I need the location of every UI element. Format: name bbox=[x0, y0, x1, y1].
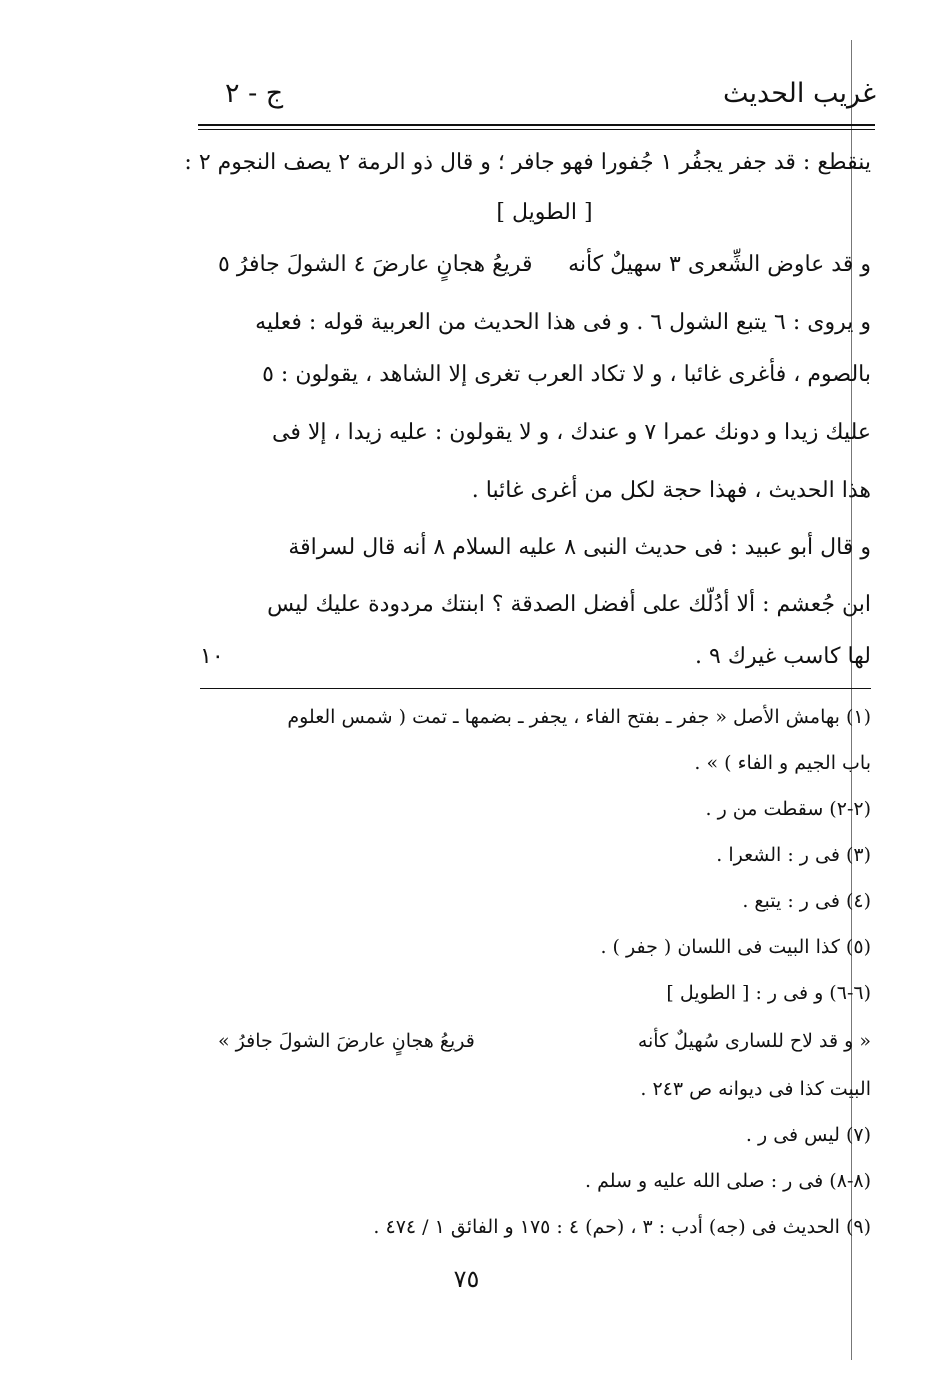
body-line-8: لها كاسب غيرك ٩ . bbox=[695, 644, 871, 669]
footnote-6-source: البيت كذا فى ديوانه ص ٢٤٣ . bbox=[640, 1078, 871, 1100]
footnote-5: (٥) كذا البيت فى اللسان ( جفر ) . bbox=[600, 936, 871, 958]
running-title: غريب الحديث bbox=[723, 78, 876, 109]
footnote-1: (١) بهامش الأصل « جفر ـ بفتح الفاء ، يجفر ـ بضمها ـ تمت ( شمس العلوم bbox=[287, 706, 871, 728]
body-line-7: ابن جُعشم : ألا أدُلّك على أفضل الصدقة ؟ ابنتك مردودة عليك ليس bbox=[267, 592, 871, 617]
body-line-1: ينقطع : قد جفر يجفُر ١ جُفورا فهو جافر ؛ و قال ذو الرمة ٢ يصف النجوم ٢ : bbox=[184, 150, 871, 175]
footnote-2: (٢-٢) سقطت من ر . bbox=[705, 798, 871, 820]
line-number-marker: ١٠ bbox=[200, 644, 224, 669]
footnote-6-verse-second: قريعُ هجانٍ عارضَ الشولَ جافرُ » bbox=[218, 1030, 475, 1052]
verse-first-hemistich: و قد عاوض الشِّعرى ٣ سهيلٌ كأنه bbox=[568, 252, 871, 277]
footnote-6: (٦-٦) و فى ر : [ الطويل ] bbox=[666, 982, 871, 1004]
footnote-7: (٧) ليس فى ر . bbox=[745, 1124, 871, 1146]
verse bbox=[218, 252, 871, 282]
header-rule bbox=[198, 124, 875, 130]
body-line-2: و يروى : ٦ يتبع الشول ٦ . و فى هذا الحديث من العربية قوله : فعليه bbox=[255, 310, 871, 335]
body-line-4: عليك زيدا و دونك عمرا ٧ و عندك ، و لا يقولون : عليه زيدا ، إلا فى bbox=[272, 420, 871, 445]
footnote-8: (٨-٨) فى ر : صلى الله عليه و سلم . bbox=[585, 1170, 871, 1192]
footnote-9: (٩) الحديث فى (جه) أدب : ٣ ، (حم) ٤ : ١٧٥ و الفائق ١ / ٤٧٤ . bbox=[373, 1216, 871, 1238]
footnote-separator bbox=[200, 688, 871, 689]
page-number: ٧٥ bbox=[453, 1265, 480, 1293]
body-line-5: هذا الحديث ، فهذا حجة لكل من أغرى غائبا . bbox=[471, 478, 871, 503]
footnote-3: (٣) فى ر : الشعرا . bbox=[716, 844, 871, 866]
footnote-4: (٤) فى ر : يتبع . bbox=[742, 890, 871, 912]
verse-second-hemistich: قريعُ هجانٍ عارضَ ٤ الشولَ جافرُ ٥ bbox=[218, 252, 533, 277]
body-line-3: بالصوم ، فأغرى غائبا ، و لا تكاد العرب تغرى إلا الشاهد ، يقولون : ٥ bbox=[262, 362, 871, 387]
volume-indicator: ج - ٢ bbox=[225, 78, 284, 109]
footnote-1-continued: باب الجيم و الفاء ) » . bbox=[694, 752, 871, 774]
footnote-6-verse bbox=[218, 1030, 871, 1058]
binding-margin-line bbox=[851, 40, 852, 1360]
body-line-6: و قال أبو عبيد : فى حديث النبى ٨ عليه السلام ٨ أنه قال لسراقة bbox=[288, 535, 871, 560]
footnote-6-verse-first: « و قد لاح للسارى سُهيلٌ كأنه bbox=[637, 1030, 871, 1052]
meter-label: [ الطويل ] bbox=[496, 200, 593, 225]
